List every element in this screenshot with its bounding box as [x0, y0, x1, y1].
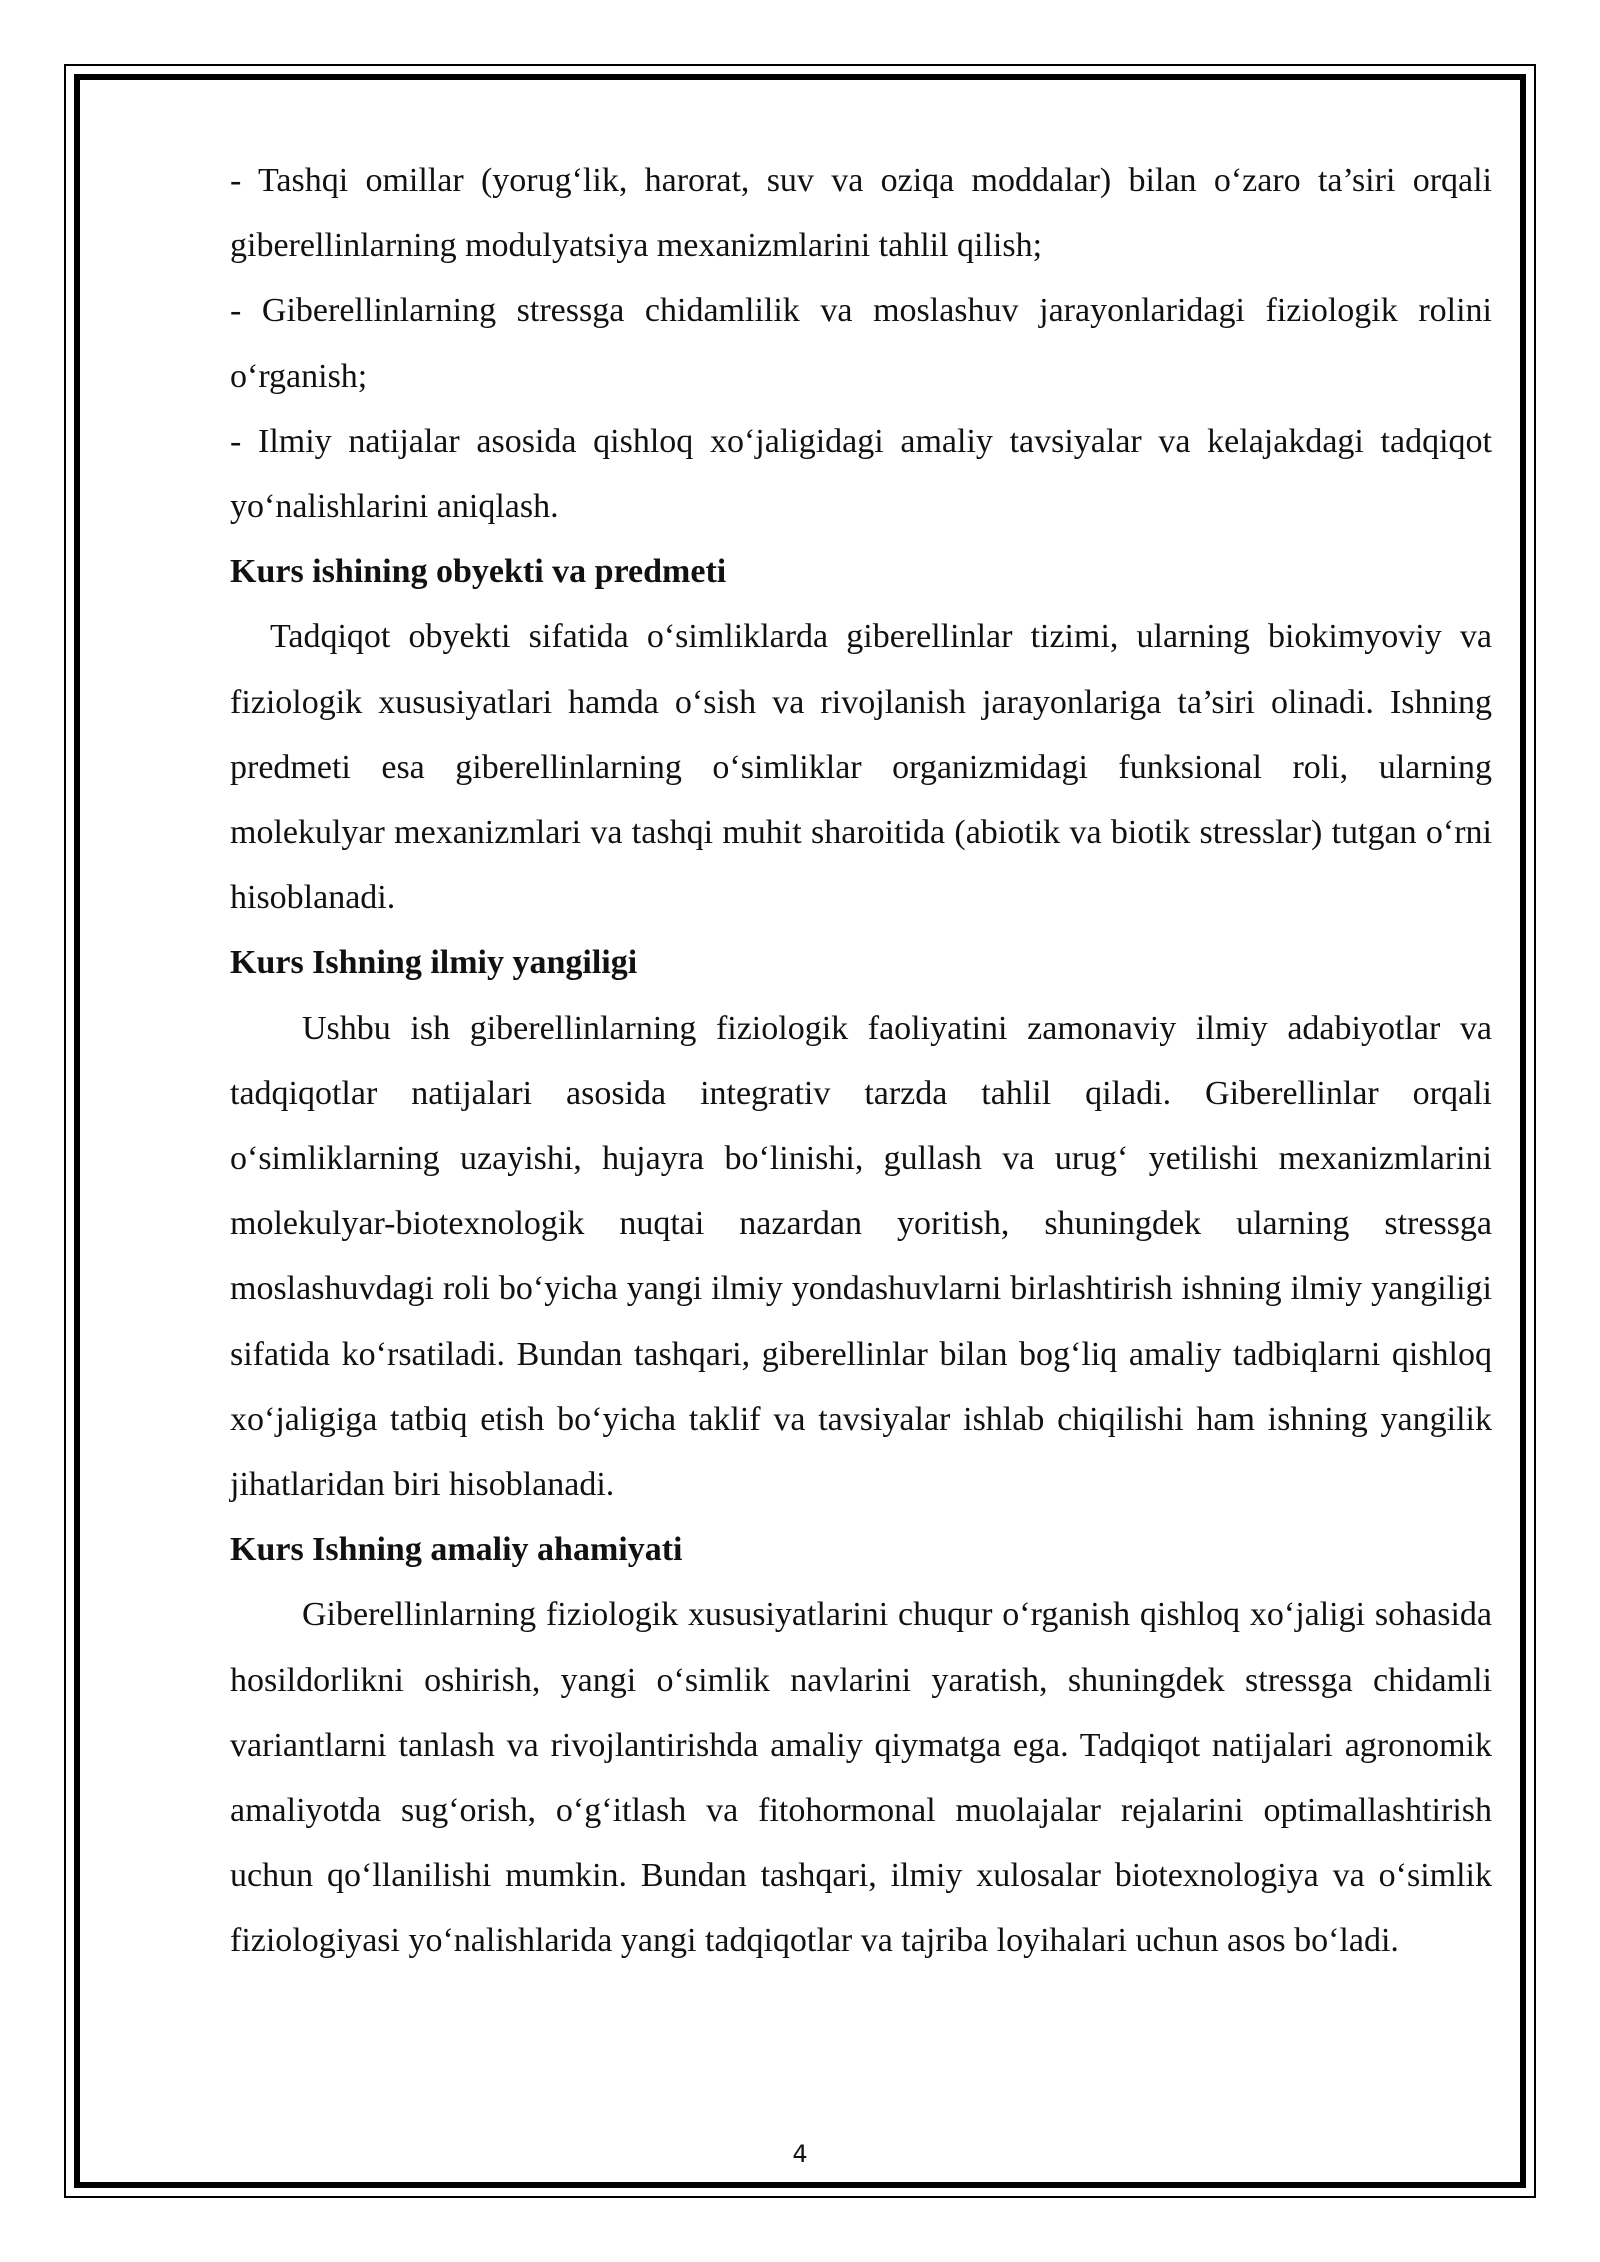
section-heading-novelty: Kurs Ishning ilmiy yangiligi [230, 944, 638, 982]
page-number: 4 [792, 2140, 808, 2168]
section-body-object: Tadqiqot obyekti sifatida o‘simliklarda giberellinlar tizimi, ularning biokimyoviy va fiziologik xususiyatlari hamda o‘sish va rivojlanish jarayonlariga ta’siri olinadi. Ishning predmeti esa giberellinlarning o‘simliklar organizmidagi funksional roli, ularning molekulyar mexanizmlari va tashqi muhit sharoitida (abiotik va biotik stresslar) tutgan o‘rni hisoblanadi. [230, 618, 1492, 917]
bullet-paragraph-2: - Giberellinlarning stressga chidamlilik va moslashuv jarayonlaridagi fiziologik rolini o‘rganish; [230, 292, 1492, 395]
bullet-paragraph-3: - Ilmiy natijalar asosida qishloq xo‘jaligidagi amaliy tavsiyalar va kelajakdagi tadqiqot yo‘nalishlarini aniqlash. [230, 422, 1492, 526]
document-body [230, 148, 1492, 1974]
bullet-paragraph-1: - Tashqi omillar (yorug‘lik, harorat, suv va oziqa moddalar) bilan o‘zaro ta’siri orqali giberellinlarning modulyatsiya mexanizmlarini tahlil qilish; [230, 162, 1492, 265]
section-heading-significance: Kurs Ishning amaliy ahamiyati [230, 1531, 683, 1569]
section-body-novelty: Ushbu ish giberellinlarning fiziologik faoliyatini zamonaviy ilmiy adabiyotlar va tadqiqotlar natijalari asosida integrativ tarzda tahlil qiladi. Giberellinlar orqali o‘simliklarning uzayishi, hujayra bo‘linishi, gullash va urug‘ yetilishi mexanizmlarini molekulyar-biotexnologik nuqtai nazardan yoritish, shuningdek ularning stressga moslashuvdagi roli bo‘yicha yangi ilmiy yondashuvlarni birlashtirish ishning ilmiy yangiligi sifatida ko‘rsatiladi. Bundan tashqari, giberellinlar bilan bog‘liq amaliy tadbiqlarni qishloq xo‘jaligiga tatbiq etish bo‘yicha taklif va tavsiyalar ishlab chiqilishi ham ishning yangilik jihatlaridan biri hisoblanadi. [230, 1009, 1492, 1504]
section-heading-object: Kurs ishining obyekti va predmeti [230, 553, 727, 591]
section-body-significance: Giberellinlarning fiziologik xususiyatlarini chuqur o‘rganish qishloq xo‘jaligi sohasida hosildorlikni oshirish, yangi o‘simlik navlarini yaratish, shuningdek stressga chidamli variantlarni tanlash va rivojlantirishda amaliy qiymatga ega. Tadqiqot natijalari agronomik amaliyotda sug‘orish, o‘g‘itlash va fitohormonal muolajalar rejalarini optimallashtirish uchun qo‘llanilishi mumkin. Bundan tashqari, ilmiy xulosalar biotexnologiya va o‘simlik fiziologiyasi yo‘nalishlarida yangi tadqiqotlar va tajriba loyihalari uchun asos bo‘ladi. [230, 1596, 1492, 1960]
